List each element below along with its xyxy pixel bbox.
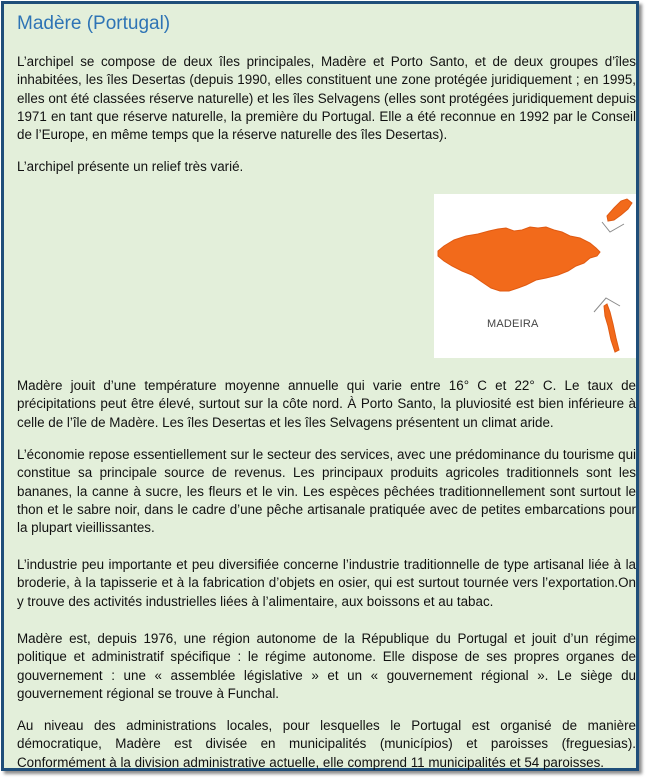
paragraph-archipel: L’archipel se compose de deux îles principales, Madère et Porto Santo, et de deux groupes d’îles inhabitées, les îles Desertas (depuis 1990, elles constituent une zone protégée juridiquement ; en 1995, elles ont été classées réserve naturelle) et les îles Selvagens (elles sont protégées juridiquement depuis 1971 en tant que réserve naturelle, la première du Portugal. Elle a été reconnue en 1992 par le Conseil de l’Europe, en même temps que la réserve naturelle des îles Desertas). (17, 54, 636, 143)
desertas-shape (604, 304, 619, 352)
info-panel (1, 1, 639, 771)
page-title: Madère (Portugal) (17, 13, 171, 34)
madeira-map (434, 194, 636, 358)
paragraph-industrie: L’industrie peu importante et peu diversifiée concerne l’industrie traditionnelle de type artisanal liée à la broderie, à la tapisserie et à la fabrication d’objets en osier, qui est surtout tournée vers l’exportation.On y trouve des activités industrielles liées à l’alimentaire, aux boissons et au tabac. (17, 557, 636, 609)
madeira-island-shape (438, 227, 600, 291)
madeira-map-graphic (434, 194, 636, 358)
paragraph-region-autonome: Madère est, depuis 1976, une région autonome de la République du Portugal et jouit d’un régime politique et administratif spécifique : le régime autonome. Elle dispose de ses propres organes de gouvernement : une « assemblée législative » et un « gouvernement régional ». Le siège du gouvernement régional se trouve à Funchal. (17, 631, 636, 701)
inset-frame-top (602, 222, 624, 232)
paragraph-relief: L’archipel présente un relief très varié. (17, 159, 244, 174)
porto-santo-shape (607, 199, 632, 221)
paragraph-climat: Madère jouit d’une température moyenne annuelle qui varie entre 16° C et 22° C. Le taux de précipitations peut être élevé, surtout sur la côte nord. À Porto Santo, la pluviosité est bien inférieure à celle de l’île de Madère. Les îles Desertas et les îles Selvagens présentent un climat aride. (17, 378, 636, 430)
paragraph-economie: L’économie repose essentiellement sur le secteur des services, avec une prédominance du tourisme qui constitue sa principale source de revenus. Les principaux produits agricoles traditionnels sont les bananes, la canne à sucre, les fleurs et le vin. Les espèces pêchées traditionnellement sont surtout le thon et le sabre noir, dans le cadre d’une pêche artisanale pratiquée avec de petites embarcations pour la plupart vieillissantes. (17, 447, 636, 536)
paragraph-administrations: Au niveau des administrations locales, pour lesquelles le Portugal est organisé de manière démocratique, Madère est divisée en municipalités (municípios) et paroisses (freguesias). Conformément à la division administrative actuelle, elle comprend 11 municipalités et 54 paroisses. (17, 718, 636, 770)
map-label: MADEIRA (487, 318, 539, 330)
